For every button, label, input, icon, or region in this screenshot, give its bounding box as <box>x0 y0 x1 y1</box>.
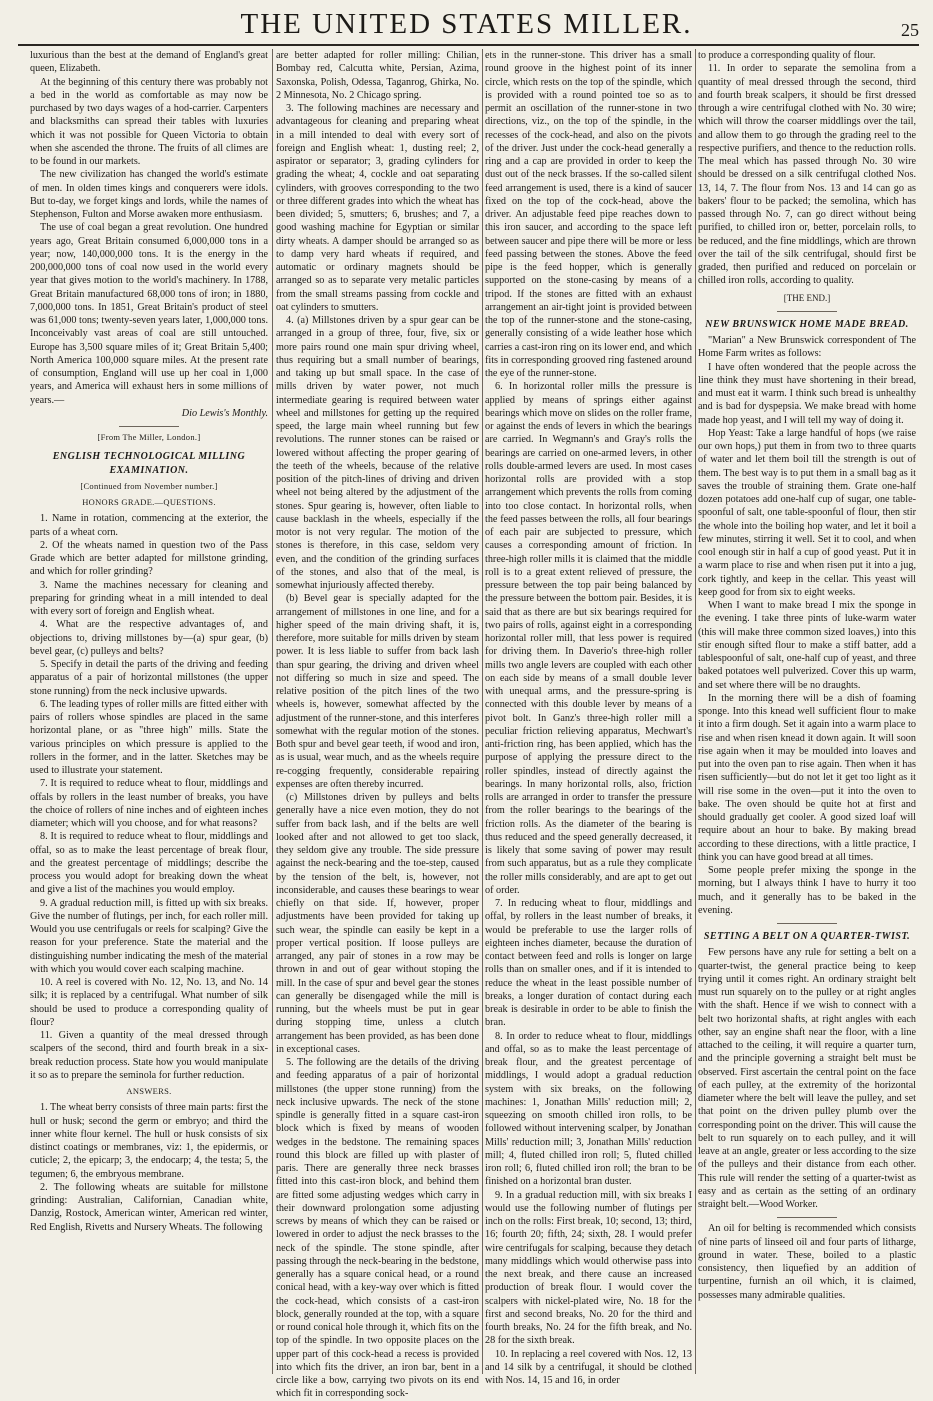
answers-heading: ANSWERS. <box>126 1086 172 1096</box>
article-credit: Dio Lewis's Monthly. <box>181 407 268 419</box>
paragraph: Few persons have any rule for setting a belt on a quarter-twist, the general practice being to keep trying until it comes right. An ordinary straight belt must run squarely on to the pulley or at right angles with the shaft. Hence if we wish to connect with a belt two horizontal shafts, at right angles with each other, say an engine shaft near the floor, with a line attached to the ceiling, it will require a quarter turn, and the principle governing a straight belt must be observed. First ascertain the central point on the face of each pulley, at the extremity of the horizontal diameter where the belt will leave the pulley, and set that point on the driven pulley plumb over the corresponding point on the driver. This will cause the belt to run squarely on to each pulley, and it will leave at an angle, greater or less according to the size of the pulleys and their distance from each other. This rule will render the setting of a quarter-twist as easy and as certain as the setting of an ordinary straight belt.—Wood Worker. <box>698 947 916 1210</box>
paragraph: 4. (a) Millstones driven by a spur gear can be arranged in a group of three, four, five, six or more pairs round one main spur driving wheel, thus requiring but a small number of bearings, and taking up but small space. In the case of mills driven by water power, not much intermediate gearing is required between water wheel and millstones for getting up the required speed, the large main wheel running but few revolutions. The runner stones can be raised or lowered without affecting the proper gearing of the teeth of the wheels, because of the relative position of the pitch-lines of driving and driven wheel not being altered by the adjustment of the stones. Spur gearing is, however, often liable to cause backlash in the wheels, especially if the motor is not very regular. The motion of the stones is therefore, in this case, seldom very even, and the condition of the grinding surfaces of the stones, and also that of the meal, is somewhat injuriously affected thereby. <box>276 315 479 591</box>
section-rule <box>777 1217 837 1218</box>
column-3 <box>485 49 692 1386</box>
continued-note: [Continued from November number.] <box>80 480 218 491</box>
paragraph: The new civilization has changed the world's estimate of men. In olden times kings and conquerers were idols. But to-day, we forget kings and lords, while the names of Stephenson, Fulton and Morse awaken more enthusiasm. <box>30 169 268 220</box>
section-subhead: HONORS GRADE.—QUESTIONS. <box>82 497 216 507</box>
section-rule <box>777 923 837 924</box>
paragraph: luxurious than the best at the demand of England's great queen, Elizabeth. <box>30 50 268 75</box>
question: 4. What are the respective advantages of, and objections to, driving millstones by—(a) spur gear, (b) bevel gear, (c) pulleys and belts? <box>30 619 268 657</box>
paragraph: 8. In order to reduce wheat to flour, middlings and offal, so as to make the least percentage of break flour, and the greatest percentage of middlings, I would adopt a gradual reduction system with six breaks, on the following machines: 1, Jonathan Mills' reduction mill; 2, squeezing on smooth chilled iron rolls, to be followed without intervening scalper, by Jonathan Mills' reduction mill; 3, Jonathan Mills' reduction mill; 4, fluted chilled iron roll; 5, fluted chilled iron roll; 6, fluted chilled iron roll; the bran to be finished on a horizontal bran duster. <box>485 1030 692 1188</box>
paragraph: (b) Bevel gear is specially adapted for the arrangement of millstones in one line, and for a higher speed of the main driving shaft, it is, therefore, more suitable for mills driven by steam power. It is less liable to suffer from back lash than spur gearing, the driving and driven wheel not differing so much in size and speed. The relative position of the pitch lines of the two wheels is, however, somewhat affected by the adjustment of the runner-stone, and this interferes somewhat with the regular motion of the stones. Both spur and bevel gear teeth, if wood and iron, as is usual, wear much, and as the wheels require re-cogging frequently, considerable repairing expenses are often thereby incurred. <box>276 593 479 790</box>
paragraph: "Marian" a New Brunswick correspondent of The Home Farm writes as follows: <box>698 335 916 360</box>
paragraph: At the beginning of this century there was probably not a bed in the world as comfortable as may now be purchased by two days wages of a hod-carrier. Carpenters and blacksmiths can spread their tables with luxuries which it was not possible for Queen Victoria to obtain when she ascended the throne. The fruits of all climes are to be found in our markets. <box>30 76 268 167</box>
paragraph: 3. The following machines are necessary and advantageous for cleaning and preparing wheat in a mill intended to deal with every sort of foreign and English wheat: 1, dusting reel; 2, aspirator or separator; 3, grading cylinders for grading the wheat; 4, cockle and oat separating cylinders, with grooves corresponding to the two or three different grades into which the wheat has been divided; 5, smutters; 6, brushes; and 7, a good washing machine for Egyptian or similar dirty wheats. A damper should be arranged so as to damp very hard wheats if required, and automatic or ordinary magnets should be arranged so as to separate very metalic particles from the small streams passing from cockle and oat cylinders to smutters. <box>276 103 479 313</box>
column-divider <box>272 49 273 1374</box>
column-divider <box>482 49 483 1374</box>
question: 10. A reel is covered with No. 12, No. 13, and No. 14 silk; it is replaced by a centrifugal. What number of silk should be used to produce a corresponding quality of flour? <box>30 977 268 1028</box>
question: 2. Of the wheats named in question two of the Pass Grade which are better adapted for millstone grinding, and which for roller grinding? <box>30 539 268 578</box>
paragraph: (c) Millstones driven by pulleys and belts generally have a nice even motion, they do not suffer from back lash, and if the belts are well looked after and not allowed to get too slack, they seldom give any trouble. The side pressure against the neck-bearing and the toe-step, caused by the tension of the belt, is, however, not inconsiderable, and causes these bearings to wear chiefly on that side. If, however, proper adjustments have been provided for taking up such wear, the spindle can easily be kept in a proper vertical position. If loose pulleys are arranged, any pair of stones in a row may be thrown in and out of gear without stoping the mill. In the case of spur and bevel gear the stones can generally be disengaged while the mill is running, but the wheels must be put in gear during stopping time, unless a clutch arrangement has been provided, as has been done in exceptional cases. <box>276 792 479 1055</box>
answer: 2. The following wheats are suitable for millstone grinding: Australian, Californian, Canadian white, Danzig, Rostock, American winter, American red winter, Red English, Rivetts and Nursery Wheats. The following <box>30 1181 268 1233</box>
masthead-title: THE UNITED STATES MILLER. <box>240 8 693 40</box>
paragraph: to produce a corresponding quality of flour. <box>698 50 876 61</box>
paragraph: The use of coal began a great revolution. One hundred years ago, Great Britain consumed 6,000,000 tons in a year; now, 140,000,000 tons. It is the energy in the 200,000,000 tons of coal now used in the world every year that gives motion to the world's machinery. In 1788, Great Britain manufactured 68,000 tons of iron; in 1880, 7,000,000 tons. In 1851, Great Britain's product of steel was 61,000 tons; twenty-seven years later, 1,000,000 tons. Inconceivably vast areas of coal are still untouched. Europe has 3,500 square miles of it; Great Britain 5,400; North America 100,000 square miles. At the present rate of consumption, England will use up her coal in 1,000 years, and America will exhaust hers in some millions of years.— <box>30 222 268 406</box>
article-source: [From The Miller, London.] <box>97 432 201 442</box>
paragraph: 7. In reducing wheat to flour, middlings and offal, by rollers in the least number of breaks, it would be preferable to use the larger rolls of eighteen inches diameter, because the duration of contact between feed and rolls is longer on large rolls than on smaller ones, and if it is intended to reduce the wheat in the least possible number of breaks, a longer duration of contact during each break is desirable in order to be able to finish the bran. <box>485 898 692 1029</box>
article-heading: ENGLISH TECHNOLOGICAL MILLING EXAMINATION. <box>52 451 246 476</box>
paragraph: 6. In horizontal roller mills the pressure is applied by means of springs either against bearings which move on slides on the roller frame, or against the ends of levers in which the bearings are carried. In Wegmann's and Gray's rolls the bearings are carried on one-armed levers, in other rolls double-armed levers are used. In most cases horizontal rolls are provided with a stop arrangement which prevents the rolls from coming into too close contact. In horizontal rolls, when the feed passes between the rolls, all four bearings of each pair are subjected to pressure, which causes a corresponding amount of friction. In three-high roller mills it is claimed that the middle roll is to a great extent relieved of pressure, the pressure between the top pair being balanced by the pressure between the bottom pair. Besides, it is said that as there are but six bearings required for two pairs of rolls, against eight in a corresponding horizontal roller mill, that less power is required for driving them. In Daverio's three-high roller mills two angle levers are coupled with each other on each side by means of a small double lever with unequal arms, and the pressure-spring is connected with this double lever by means of a pivot bolt. In Ganz's three-high roller mill a peculiar friction relieving apparatus, Mechwart's anti-friction ring, has been applied, which has the purpose of applying the pressure direct to the roller spindles, instead of directly against the bearings. In many horizontal rolls, also, friction rolls are arranged in order to transfer the pressure from the roller bearings to the bearings of the friction rolls. As the diameter of the bearing is thus reduced and the speed generally decreased, it is likely that some saving of power may result from such apparatus, but as a rule they complicate the roller mills considerably, and are apt to get out of order. <box>485 381 692 896</box>
question: 6. The leading types of roller mills are fitted either with pairs of rollers whose spindles are placed in the same horizontal plane, or as "three high" mills. State the various principles on which pressure is applied to the rollers in the former, and in the latter. Sketches may be used to illustrate your statement. <box>30 698 268 776</box>
paragraph: 9. In a gradual reduction mill, with six breaks I would use the following number of flutings per inch on the rolls: First break, 10; second, 13; third, 16; fourth 20; fifth, 24; sixth, 28. I would prefer wire centrifugals for scalping, because they detach many middlings which would otherwise pass into the next break, and there cause an increased production of break flour. I would cover the scalpers with nickel-plated wire, No. 18 for the first and second breaks, No. 20 for the third and fourth breaks, No. 24 for the fifth break, and No. 28 for the sixth break. <box>485 1189 692 1347</box>
masthead-rule <box>18 44 919 46</box>
paragraph: Some people prefer mixing the sponge in the morning, but I always think I have to hurry it too much, and it generally has to be baked in the evening. <box>698 865 916 916</box>
paragraph: In the morning there will be a dish of foaming sponge. Into this knead well sufficient flour to make it into a firm dough. Set it again into a warm place to rise and when risen knead it down again. It will soon rise again when it may be moulded into loaves and put into the oven pan to rise again. Then when it has risen sufficiently—but do not let it get too light as it will rise some in the oven—put it into the oven to bake. The oven should be quite hot at first and should gradually get cooler. A good sized loaf will require about an hour to bake. By making bread according to these directions, with a little practice, I think you can have good bread at all times. <box>698 692 916 863</box>
paragraph: 10. In replacing a reel covered with Nos. 12, 13 and 14 silk by a centrifugal, it should be clothed with Nos. 14, 15 and 16, in order <box>485 1348 692 1386</box>
paragraph: are better adapted for roller milling: Chilian, Bombay red, Calcutta white, Persian, Azima, Saxonska, Polish, Odessa, Taganrog, Ghirka, No. 2 Minnesota, No. 2 Chicago spring. <box>276 50 479 101</box>
answer: 1. The wheat berry consists of three main parts: first the hull or husk; second the germ or embryo; and third the inner white flour kernel. The hull or husk consists of six distinct coatings or membranes, viz: 1, the epidermis, or cuticle; 2, the epicarp; 3, the endocarp; 4, the testa; 5, the tegumen; 6, the embryous membrane. <box>30 1102 268 1180</box>
question: 5. Specify in detail the parts of the driving and feeding apparatus of a pair of horizontal millstones (the upper stone running) from the neck inclusive upwards. <box>30 659 268 697</box>
page-number: 25 <box>901 20 919 40</box>
article-heading: SETTING A BELT ON A QUARTER-TWIST. <box>703 931 911 942</box>
paragraph: 11. In order to separate the semolina from a quantity of meal dressed through the second, third and fourth break scalpers, it should be first dressed through a wire centrifugal clothed with No. 30 wire; which will throw the coarser middlings over the tail, and allow them to go through the grading reel to the respective purifiers, and thence to the reduction rolls. The meal which has passed through No. 30 wire should be dressed on a silk centrifugal clothed Nos. 13, 14, 7. The flour from Nos. 13 and 14 can go as bakers' flour to be packed; the semolina, which has passed through No. 7, can go direct without being purified, to chilled iron or, better, porcelain rolls, to be reduced, and the fine middlings, which are thrown over the tail of the silk centrifugal, should first be graded, then purified and reduced on porcelain or chilled iron rolls, according to quality. <box>698 63 916 287</box>
column-1 <box>30 49 268 1374</box>
article-heading: NEW BRUNSWICK HOME MADE BREAD. <box>705 318 909 330</box>
question: 8. It is required to reduce wheat to flour, middlings and offal, so as to make the least percentage of break flour, and the greatest percentage of middlings; describe the process you would adopt for breaking down the wheat and give a list of the machines you would employ. <box>30 831 268 896</box>
section-rule <box>119 426 179 427</box>
question: 9. A gradual reduction mill, is fitted up with six breaks. Give the number of flutings, per inch, for each roller mill. Would you use centrifugals or reels for scalping? Give the reason for your preference. State the material and the distinguishing number indicating the mesh of the material with which you would cover each scalping machine. <box>30 897 268 975</box>
the-end-note: [THE END.] <box>783 292 831 303</box>
question: 1. Name in rotation, commencing at the exterior, the parts of a wheat corn. <box>30 513 268 538</box>
paragraph: ets in the runner-stone. This driver has a small round groove in the highest point of its inner circle, which rests on the top of the spindle, which is provided with a round pointed toe so as to permit an oscillation of the runner-stone in two directions, viz., on the top of the spindle, in the recesses of the cock-head, and also on the pivots of the driver. Just under the cock-head generally a ring and a cap are provided in order to keep the dust out of the neck brasses. If the so-called silent feed arrangement is used, there is a kind of saucer fixed on the top of the cock-head, above the driver. An adjustable feed pipe reaches down to this iron saucer, and according to the space left between saucer and pipe there will be more or less feed passing between the stones. Above the feed pipe is the feed hopper, which is generally supported on the stone-casing by means of a tripod. If the stones are fitted with an exhaust arrangement an air-tight joint is provided between the top of the runner-stone and the stone-casing, generally consisting of a wide leather hose which carries a cast-iron ring on its lower end, and which fits in corresponding grooved ring fastened around the eye of the runner-stone. <box>485 50 692 379</box>
paragraph: Hop Yeast: Take a large handful of hops (we raise our own hops,) put them in from two to three quarts of water and let them boil till the strength is out of them. The best way is to put them in a small bag as it saves the trouble of straining them. Grate one-half dozen potatoes add one-half cup of sugar, one table-spoonful of salt, one table-spoonful of flour, then stir the whole into the boiling hop water, and let it boil a few minutes, stirring it well. Set it to cool, and when cool enough stir in half a cup of good yeast. Put it in a warm place to rise and when risen put it into a jug, cork tightly, and keep in the cellar. This yeast will keep good for from six to eight weeks. <box>698 427 916 598</box>
question: 3. Name the machines necessary for cleaning and preparing for grinding wheat in a mill intended to deal with every sort of foreign and English wheat. <box>30 579 268 617</box>
paragraph: An oil for belting is recommended which consists of nine parts of linseed oil and four parts of litharge, ground in water. These, boiled to a plastic consistency, then liquefied by an addition of turpentine, furnish an oil which, it is claimed, possesses many admirable qualities. <box>698 1223 916 1301</box>
paragraph: When I want to make bread I mix the sponge in the evening. I take three pints of luke-warm water (this will make three common sized loaves,) into this stir enough sifted flour to make a stiff batter, add a tablespoonful of salt, one-half cup of yeast, and three baked potatoes well pulverized. Cover this up warm, and set where there will be no draughts. <box>698 600 916 691</box>
question: 11. Given a quantity of the meal dressed through scalpers of the second, third and fourth break in a six-break reduction process. State how you would manipulate it so as to prepare the seminola for further reduction. <box>30 1030 268 1081</box>
paragraph: 5. The following are the details of the driving and feeding apparatus of a pair of horizontal millstones (the upper stone running) from the neck inclusive upwards. The neck of the stone spindle is generally fitted in a square cast-iron block which is fixed by means of wooden wedges in the bedstone. The remaining spaces round this block are filled up with plaster of paris. There are generally three neck brasses fitted into this cast-iron block, and behind them are fitted some adjusting wedges which carry in their downward prolongation some adjusting screws by means of which they can be raised or lowered in order to adjust the neck brasses to the neck of the spindle. The stone spindle, after passing through the neck-bearing in the bedstone, generally has a square conical head, or a round conical head, with a key-way over which is fitted the cock-head, which consists of a cast-iron block, generally rounded at the top, with a square or round conical hole through it, which fits on the top of the spindle. In two opposite places on the upper part of this cock-head a recess is provided into which fits the driver, an iron bar, bent in a circle like a bow, carrying two pivots on its end which fit in corresponding sock- <box>276 1057 479 1400</box>
column-2 <box>276 49 479 1400</box>
paragraph: I have often wondered that the people across the line think they must have shortening in their bread, and must eat it warm. I think such bread is unhealthy and is bad for dyspepsia. We make bread with home made hop yeast, and I will tell my way of doing it. <box>698 361 916 426</box>
question: 7. It is required to reduce wheat to flour, middlings and offals by rollers in the least number of breaks, you have the choice of rollers of nine inches and of eighteen inches diameter; which will you choose, and for what reasons? <box>30 778 268 829</box>
column-divider <box>695 49 696 1374</box>
column-4 <box>698 49 916 1374</box>
section-rule <box>777 311 837 312</box>
